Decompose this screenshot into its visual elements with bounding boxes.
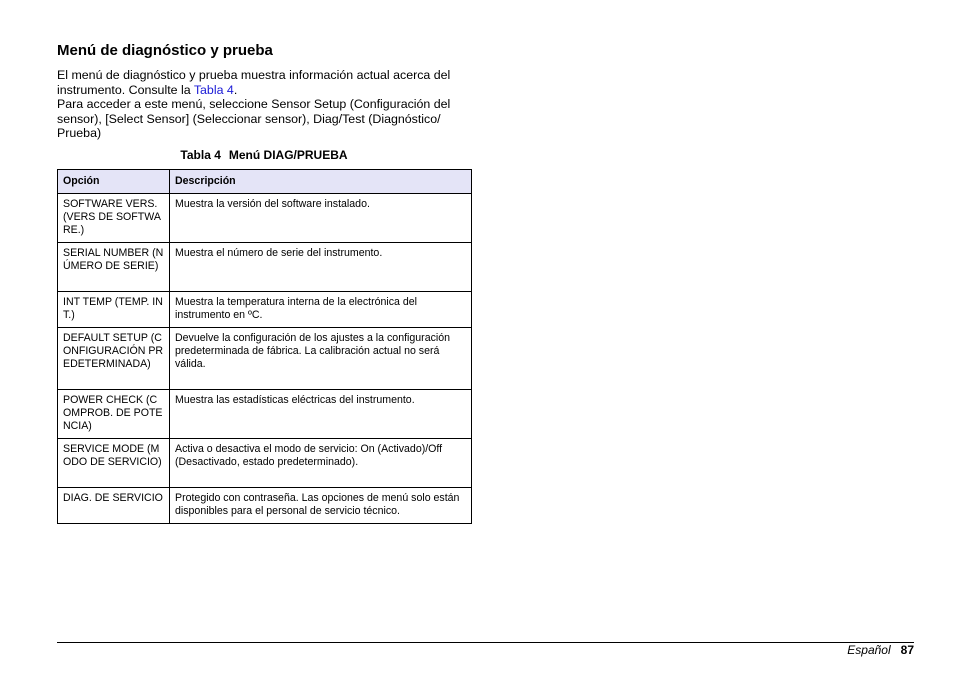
page-number: 87 — [900, 643, 914, 657]
option-cell: SERVICE MODE (MODO DE SERVICIO) — [58, 439, 170, 488]
intro-paragraph-1-text: El menú de diagnóstico y prueba muestra información actual acerca del instrumento. Consulte la — [57, 68, 451, 97]
table-row — [58, 390, 472, 439]
option-cell: POWER CHECK (COMPROB. DE POTENCIA) — [58, 390, 170, 439]
table-row — [58, 439, 472, 488]
description-cell: Devuelve la configuración de los ajustes a la configuración predeterminada de fábrica. La calibración actual no será válida. — [170, 328, 472, 390]
option-cell: DEFAULT SETUP (CONFIGURACIÓN PREDETERMINADA) — [58, 328, 170, 390]
table-row — [58, 194, 472, 243]
option-cell: DIAG. DE SERVICIO — [58, 488, 170, 524]
footer-divider — [57, 642, 914, 643]
table-row — [58, 328, 472, 390]
diag-menu-table — [57, 169, 472, 524]
intro-text — [57, 68, 472, 141]
column-header-description: Descripción — [170, 170, 472, 194]
table-row — [58, 488, 472, 524]
intro-paragraph-1 — [57, 68, 472, 97]
table-header-row — [58, 170, 472, 194]
description-cell: Muestra la temperatura interna de la electrónica del instrumento en ºC. — [170, 292, 472, 328]
table-row — [58, 292, 472, 328]
description-cell: Protegido con contraseña. Las opciones de menú solo están disponibles para el personal de servicio técnico. — [170, 488, 472, 524]
description-cell: Activa o desactiva el modo de servicio: On (Activado)/Off (Desactivado, estado predeterminado). — [170, 439, 472, 488]
option-cell: SERIAL NUMBER (NÚMERO DE SERIE) — [58, 243, 170, 292]
table-row — [58, 243, 472, 292]
description-cell: Muestra el número de serie del instrumento. — [170, 243, 472, 292]
column-header-option: Opción — [58, 170, 170, 194]
footer-language: Español — [847, 643, 891, 657]
section-title: Menú de diagnóstico y prueba — [57, 42, 273, 59]
description-cell: Muestra la versión del software instalado. — [170, 194, 472, 243]
description-cell: Muestra las estadísticas eléctricas del instrumento. — [170, 390, 472, 439]
table-caption-number: Tabla 4 — [180, 148, 221, 162]
intro-paragraph-2: Para acceder a este menú, seleccione Sensor Setup (Configuración del sensor), [Select Sensor] (Seleccionar sensor), Diag/Test (Diagnóstico/ Prueba) — [57, 97, 451, 141]
table-caption — [57, 148, 471, 162]
table-4-link[interactable]: Tabla 4 — [193, 82, 234, 97]
option-cell: INT TEMP (TEMP. INT.) — [58, 292, 170, 328]
page-footer — [847, 643, 914, 657]
option-cell: SOFTWARE VERS. (VERS DE SOFTWARE.) — [58, 194, 170, 243]
intro-paragraph-1-end: . — [233, 82, 238, 97]
table-caption-title: Menú DIAG/PRUEBA — [228, 148, 348, 162]
